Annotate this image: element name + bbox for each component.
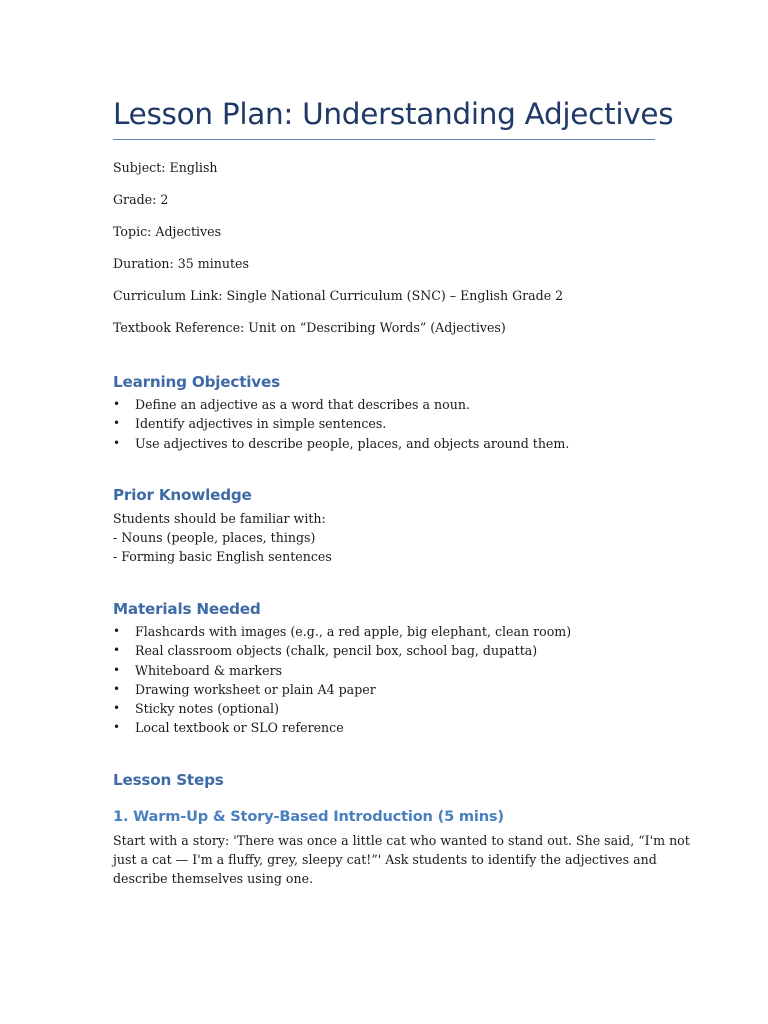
page-title: Lesson Plan: Understanding Adjectives [113, 97, 674, 131]
bullet-icon: • [113, 624, 121, 638]
bullet-icon: • [113, 701, 121, 716]
prior-knowledge-heading: Prior Knowledge [113, 486, 252, 504]
text-line: - Nouns (people, places, things) [113, 530, 316, 545]
list-item: • Local textbook or SLO reference [113, 718, 571, 737]
grade-line: Grade: 2 [113, 192, 169, 207]
subject-line: Subject: English [113, 160, 218, 175]
list-item: • Whiteboard & markers [113, 661, 571, 680]
bullet-icon: • [113, 643, 121, 658]
textbook-line: Textbook Reference: Unit on “Describing Words” (Adjectives) [113, 320, 506, 335]
step1-text [113, 831, 690, 888]
text-line: - Forming basic English sentences [113, 549, 332, 564]
text-line: just a cat — I'm a fluffy, grey, sleepy cat!”' Ask students to identify the adjectives and [113, 852, 657, 867]
list-item: • Use adjectives to describe people, places, and objects around them. [113, 434, 569, 453]
list-item: • Sticky notes (optional) [113, 699, 571, 718]
bullet-icon: • [113, 662, 121, 677]
prior-knowledge-text [113, 509, 332, 566]
text-line: Start with a story: 'There was once a little cat who wanted to stand out. She said, “I'm not [113, 833, 690, 848]
list-item: • Real classroom objects (chalk, pencil box, school bag, dupatta) [113, 641, 571, 660]
objectives-heading: Learning Objectives [113, 373, 280, 391]
text-line: Students should be familiar with: [113, 511, 326, 526]
bullet-icon: • [113, 397, 121, 411]
title-underline [113, 139, 655, 140]
list-item: • Flashcards with images (e.g., a red apple, big elephant, clean room) [113, 622, 571, 641]
bullet-icon: • [113, 435, 121, 450]
duration-line: Duration: 35 minutes [113, 256, 249, 271]
curriculum-line: Curriculum Link: Single National Curriculum (SNC) – English Grade 2 [113, 288, 564, 303]
step1-heading: 1. Warm-Up & Story-Based Introduction (5 mins) [113, 808, 504, 825]
bullet-icon: • [113, 416, 121, 431]
bullet-icon: • [113, 681, 121, 696]
bullet-icon: • [113, 720, 121, 735]
materials-heading: Materials Needed [113, 600, 261, 618]
list-item: • Define an adjective as a word that describes a noun. [113, 395, 569, 414]
lesson-steps-heading: Lesson Steps [113, 771, 224, 789]
list-item: • Drawing worksheet or plain A4 paper [113, 680, 571, 699]
objectives-list [113, 395, 569, 453]
topic-line: Topic: Adjectives [113, 224, 222, 239]
materials-list [113, 622, 571, 738]
list-item: • Identify adjectives in simple sentences. [113, 414, 569, 433]
text-line: describe themselves using one. [113, 871, 314, 886]
